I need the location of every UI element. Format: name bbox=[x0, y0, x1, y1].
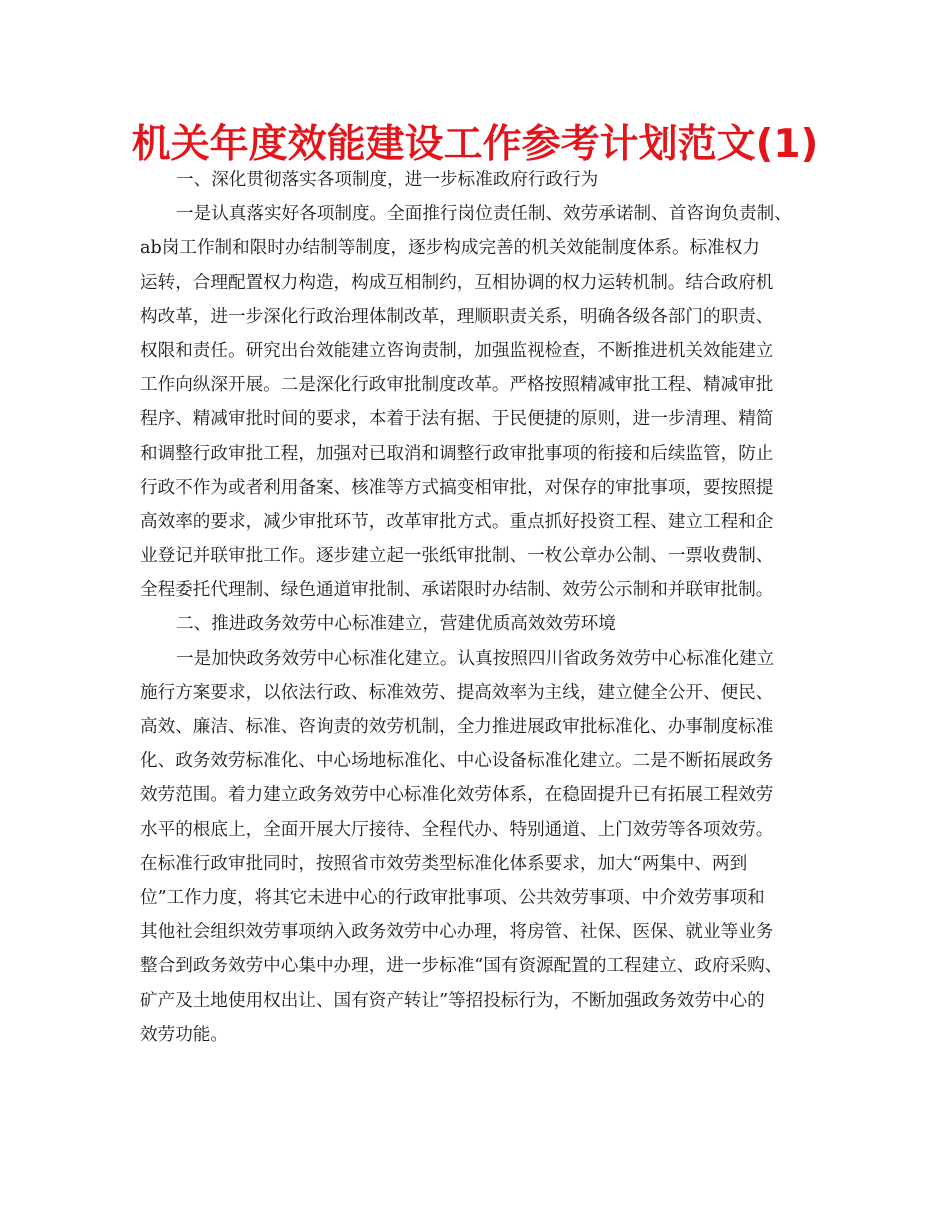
text-line: 一是认真落实好各项制度。全面推行岗位责任制、效劳承诺制、首咨询负责制、 bbox=[176, 204, 792, 225]
text-line: 运转，合理配置权力构造，构成互相制约，互相协调的权力运转机制。结合政府机 bbox=[140, 272, 774, 293]
text-line: 全程委托代理制、绿色通道审批制、承诺限时办结制、效劳公示制和并联审批制。 bbox=[140, 580, 774, 601]
text-line: 施行方案要求，以依法行政、标准效劳、提高效率为主线，建立健全公开、便民、 bbox=[140, 682, 774, 703]
text-line: 权限和责任。研究出台效能建立咨询责制，加强监视检查，不断推进机关效能建立 bbox=[140, 340, 774, 361]
text-line: 效劳功能。 bbox=[140, 1024, 228, 1045]
text-line: 位”工作力度，将其它未进中心的行政审批事项、公共效劳事项、中介效劳事项和 bbox=[140, 887, 765, 908]
text-line: 水平的根底上，全面开展大厅接待、全程代办、特别通道、上门效劳等各项效劳。 bbox=[140, 819, 774, 840]
text-line: 高效率的要求，减少审批环节，改革审批方式。重点抓好投资工程、建立工程和企 bbox=[140, 511, 774, 532]
text-line: 和调整行政审批工程，加强对已取消和调整行政审批事项的衔接和后续监管，防止 bbox=[140, 443, 774, 464]
text-line: 业登记并联审批工作。逐步建立起一张纸审批制、一枚公章办公制、一票收费制、 bbox=[140, 546, 774, 567]
text-line: ab岗工作制和限时办结制等制度，逐步构成完善的机关效能制度体系。标准权力 bbox=[140, 238, 760, 259]
text-line: 一、深化贯彻落实各项制度，进一步标准政府行政行为 bbox=[176, 170, 599, 190]
text-line: 高效、廉洁、标准、咨询责的效劳机制，全力推进展政审批标准化、办事制度标准 bbox=[140, 717, 774, 737]
text-line: 行政不作为或者利用备案、核准等方式搞变相审批，对保存的审批事项，要按照提 bbox=[140, 477, 774, 498]
text-line: 其他社会组织效劳事项纳入政务效劳中心办理，将房管、社保、医保、就业等业务 bbox=[140, 922, 774, 943]
text-line: 矿产及土地使用权出让、国有资产转让”等招投标行为，不断加强政务效劳中心的 bbox=[140, 990, 765, 1011]
text-line: 在标准行政审批同时，按照省市效劳类型标准化体系要求，加大“两集中、两到 bbox=[140, 853, 748, 874]
text-line: 一是加快政务效劳中心标准化建立。认真按照四川省政务效劳中心标准化建立 bbox=[176, 648, 775, 669]
text-line: 程序、精减审批时间的要求，本着于法有据、于民便捷的原则，进一步清理、精简 bbox=[140, 409, 774, 430]
text-line: 整合到政务效劳中心集中办理，进一步标准“国有资源配置的工程建立、政府采购、 bbox=[140, 956, 783, 977]
document-title: 机关年度效能建设工作参考计划范文(1) bbox=[131, 122, 819, 167]
text-line: 化、政务效劳标准化、中心场地标准化、中心设备标准化建立。二是不断拓展政务 bbox=[140, 751, 774, 772]
document-body bbox=[140, 163, 812, 1052]
text-line: 效劳范围。着力建立政务效劳中心标准化效劳体系，在稳固提升已有拓展工程效劳 bbox=[140, 785, 774, 806]
text-line: 构改革，进一步深化行政治理体制改革，理顺职责关系，明确各级各部门的职责、 bbox=[140, 306, 774, 327]
text-line: 工作向纵深开展。二是深化行政审批制度改革。严格按照精减审批工程、精减审批 bbox=[140, 375, 774, 396]
text-line: 二、推进政务效劳中心标准建立，营建优质高效效劳环境 bbox=[176, 614, 616, 635]
